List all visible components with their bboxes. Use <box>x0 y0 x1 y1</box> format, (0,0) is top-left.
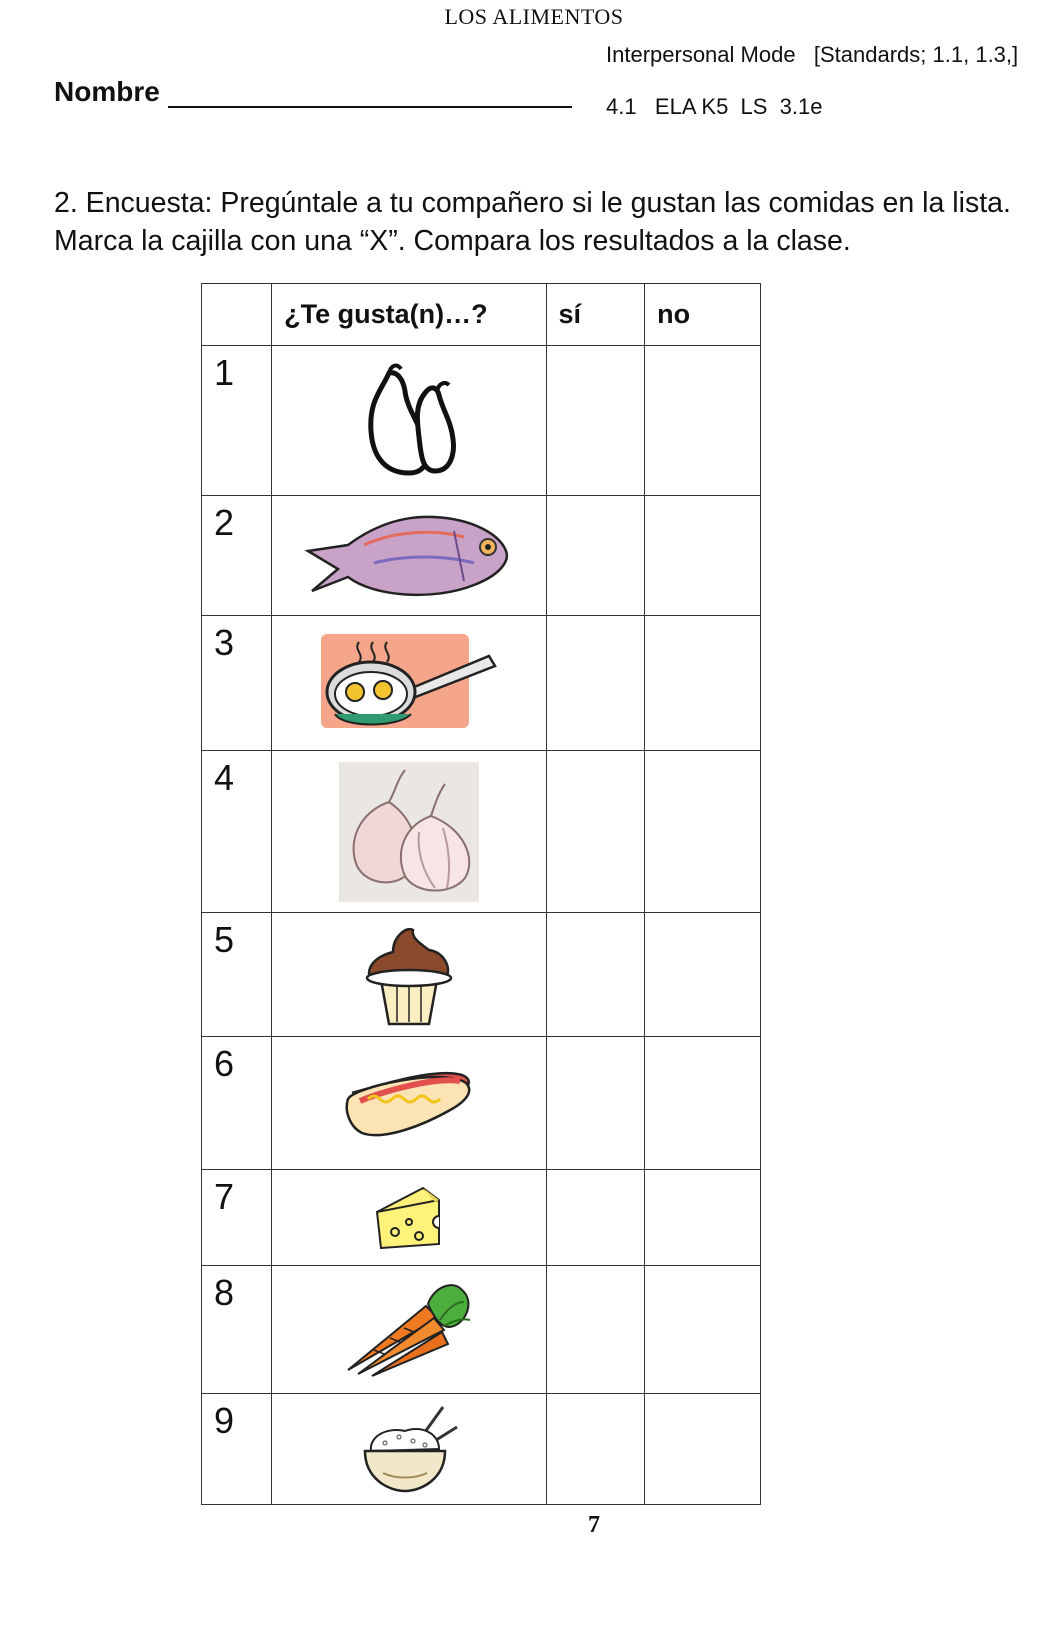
food-picture-cell <box>272 1394 546 1505</box>
table-row <box>202 1037 761 1170</box>
hot-dog-icon <box>344 1063 474 1143</box>
answer-cell-no[interactable] <box>645 496 761 616</box>
answer-cell-no[interactable] <box>645 1394 761 1505</box>
answer-cell-no[interactable] <box>645 1037 761 1170</box>
row-number: 2 <box>202 496 272 616</box>
row-number: 6 <box>202 1037 272 1170</box>
answer-cell-no[interactable] <box>645 751 761 913</box>
name-field-line[interactable] <box>168 106 572 108</box>
ice-cream-cone-icon <box>359 922 459 1027</box>
answer-cell-yes[interactable] <box>546 1170 645 1266</box>
page-title: LOS ALIMENTOS <box>444 4 624 29</box>
table-row <box>202 496 761 616</box>
row-number: 1 <box>202 346 272 496</box>
row-number: 8 <box>202 1266 272 1394</box>
pears-icon <box>359 361 459 481</box>
survey-table <box>201 283 761 1505</box>
fish-icon <box>304 511 514 601</box>
garlic-icon <box>339 762 479 902</box>
answer-cell-no[interactable] <box>645 1266 761 1394</box>
cheese-icon <box>373 1182 445 1254</box>
food-picture-cell <box>272 346 546 496</box>
page-number: 7 <box>588 1512 600 1538</box>
standards-line-1: Interpersonal Mode [Standards; 1.1, 1.3,] <box>606 42 1019 67</box>
row-number: 5 <box>202 913 272 1037</box>
row-number: 7 <box>202 1170 272 1266</box>
food-picture-cell <box>272 616 546 751</box>
table-row <box>202 751 761 913</box>
answer-cell-yes[interactable] <box>546 751 645 913</box>
table-row <box>202 1170 761 1266</box>
table-row <box>202 346 761 496</box>
header-cell-number <box>202 284 272 346</box>
fried-eggs-pan-icon <box>319 628 499 738</box>
table-row <box>202 616 761 751</box>
answer-cell-yes[interactable] <box>546 1266 645 1394</box>
answer-cell-yes[interactable] <box>546 1394 645 1505</box>
table-row <box>202 913 761 1037</box>
row-number: 9 <box>202 1394 272 1505</box>
answer-cell-no[interactable] <box>645 616 761 751</box>
row-number: 4 <box>202 751 272 913</box>
rice-bowl-icon <box>359 1403 459 1495</box>
header-cell-no: no <box>645 284 761 346</box>
answer-cell-no[interactable] <box>645 1170 761 1266</box>
row-number: 3 <box>202 616 272 751</box>
name-label: Nombre <box>54 76 160 107</box>
header-cell-yes: sí <box>546 284 645 346</box>
food-picture-cell <box>272 1266 546 1394</box>
answer-cell-yes[interactable] <box>546 496 645 616</box>
food-picture-cell <box>272 751 546 913</box>
table-row <box>202 1266 761 1394</box>
carrots-icon <box>344 1280 474 1380</box>
answer-cell-yes[interactable] <box>546 616 645 751</box>
food-picture-cell <box>272 496 546 616</box>
answer-cell-yes[interactable] <box>546 913 645 1037</box>
standards-line-2: 4.1 ELA K5 LS 3.1e <box>606 94 823 119</box>
answer-cell-no[interactable] <box>645 346 761 496</box>
food-picture-cell <box>272 913 546 1037</box>
header-cell-question: ¿Te gusta(n)…? <box>272 284 546 346</box>
answer-cell-no[interactable] <box>645 913 761 1037</box>
instructions: 2. Encuesta: Pregúntale a tu compañero si le gustan las comidas en la lista. Marca la cajilla con una “X”. Compara los resultados a la clase. <box>54 187 1011 257</box>
table-header-row <box>202 284 761 346</box>
answer-cell-yes[interactable] <box>546 1037 645 1170</box>
food-picture-cell <box>272 1170 546 1266</box>
answer-cell-yes[interactable] <box>546 346 645 496</box>
table-row <box>202 1394 761 1505</box>
food-picture-cell <box>272 1037 546 1170</box>
